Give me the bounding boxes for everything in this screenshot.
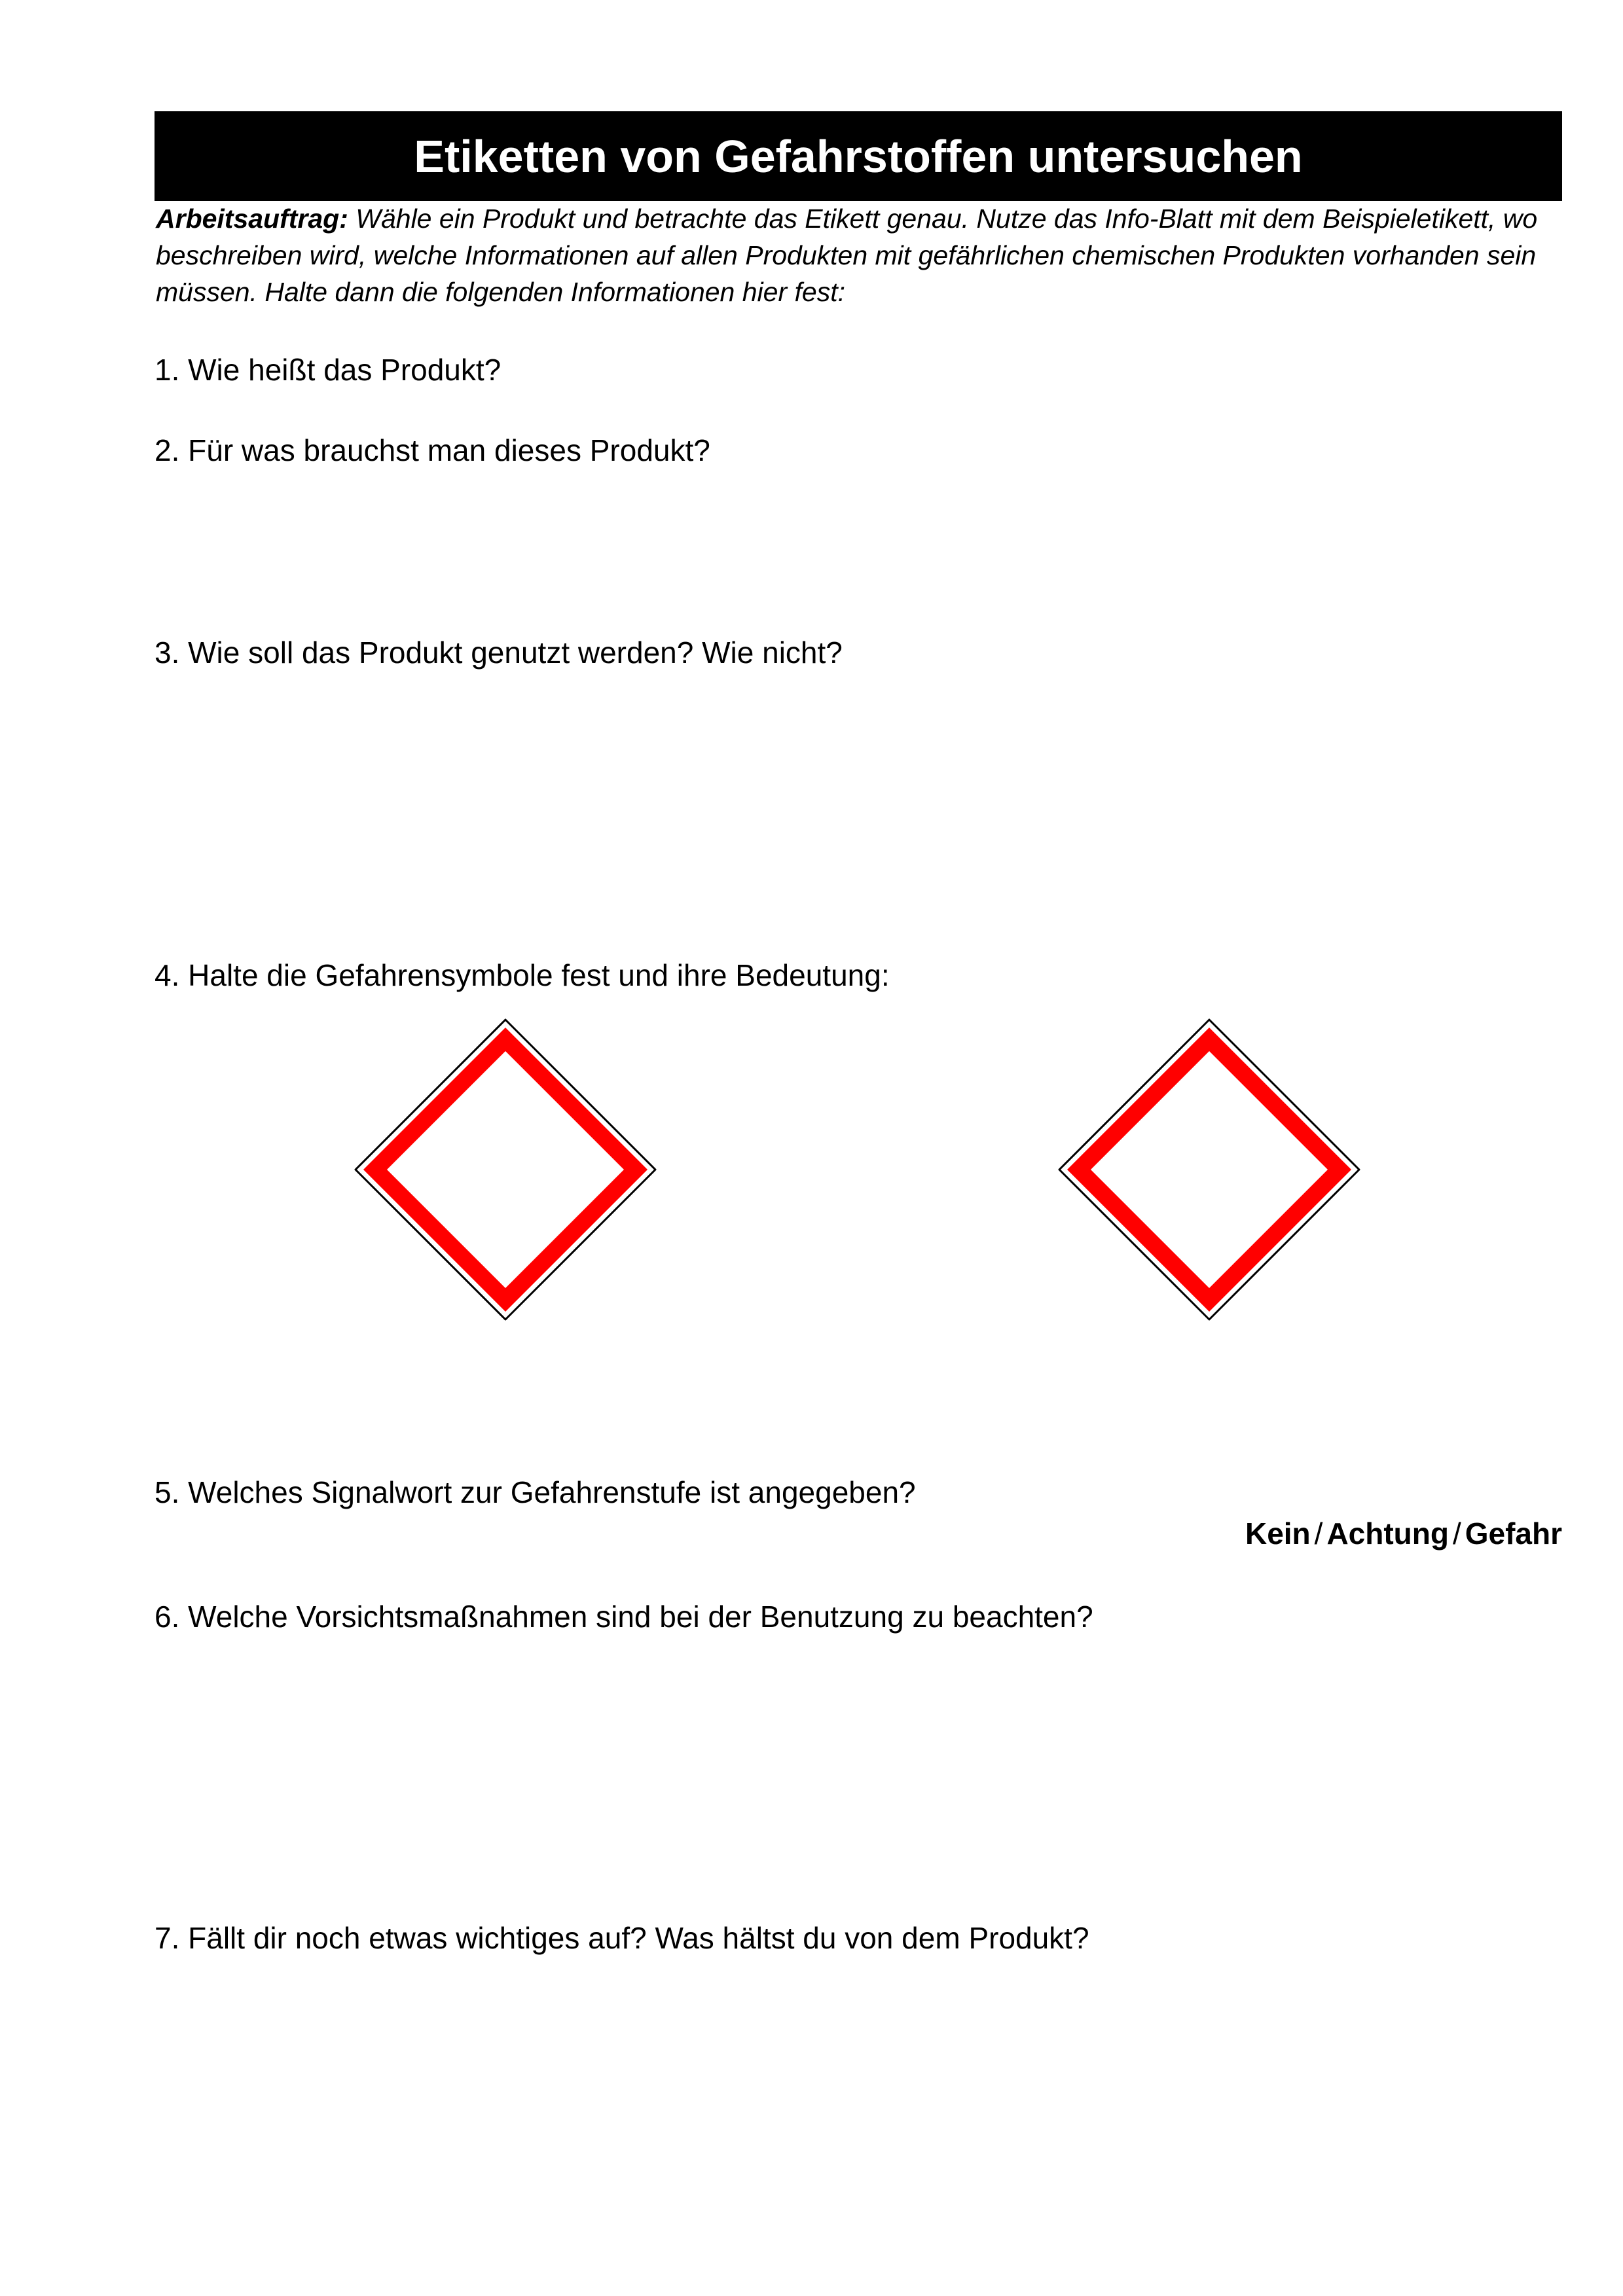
question-3: 3. Wie soll das Produkt genutzt werden? Wie nicht? <box>155 636 843 670</box>
question-6: 6. Welche Vorsichtsmaßnahmen sind bei der Benutzung zu beachten? <box>155 1600 1093 1634</box>
question-5: 5. Welches Signalwort zur Gefahrenstufe ist angegeben? <box>155 1475 916 1509</box>
answer-area-2[interactable] <box>155 475 1562 632</box>
signal-option-gefahr[interactable]: Gefahr <box>1465 1516 1562 1551</box>
answer-area-3[interactable] <box>155 677 1562 952</box>
signal-separator: / <box>1314 1516 1323 1551</box>
signal-option-achtung[interactable]: Achtung <box>1326 1516 1449 1551</box>
answer-area-6[interactable] <box>155 1643 1562 1911</box>
question-4: 4. Halte die Gefahrensymbole fest und ihre Bedeutung: <box>155 958 890 992</box>
answer-area-7[interactable] <box>155 1964 1562 2258</box>
ghs-blank-diamond-icon <box>1054 1014 1364 1325</box>
question-2: 2. Für was brauchst man dieses Produkt? <box>155 433 710 467</box>
signal-option-kein[interactable]: Kein <box>1245 1516 1311 1551</box>
signal-separator: / <box>1452 1516 1461 1551</box>
instructions-text: Wähle ein Produkt und betrachte das Etikett genau. Nutze das Info-Blatt mit dem Beispieletikett, wo beschreiben wird, welche Informationen auf allen Produkten mit gefährlichen chemischen Produkten vorhanden sein müssen. Halte dann die folgenden Informationen hier fest: <box>156 204 1538 307</box>
answer-area-1[interactable] <box>155 393 1562 429</box>
ghs-blank-diamond-icon <box>350 1014 661 1325</box>
signal-word-options <box>1245 1516 1562 1552</box>
task-instructions <box>156 200 1570 310</box>
instructions-lead: Arbeitsauftrag: <box>156 204 348 234</box>
ghs-hazard-symbol-1 <box>350 1014 661 1325</box>
question-7: 7. Fällt dir noch etwas wichtiges auf? Was hältst du von dem Produkt? <box>155 1921 1089 1955</box>
page-title: Etiketten von Gefahrstoffen untersuchen <box>414 130 1303 182</box>
question-1: 1. Wie heißt das Produkt? <box>155 353 501 387</box>
ghs-hazard-symbol-2 <box>1054 1014 1364 1325</box>
title-banner <box>155 111 1562 201</box>
